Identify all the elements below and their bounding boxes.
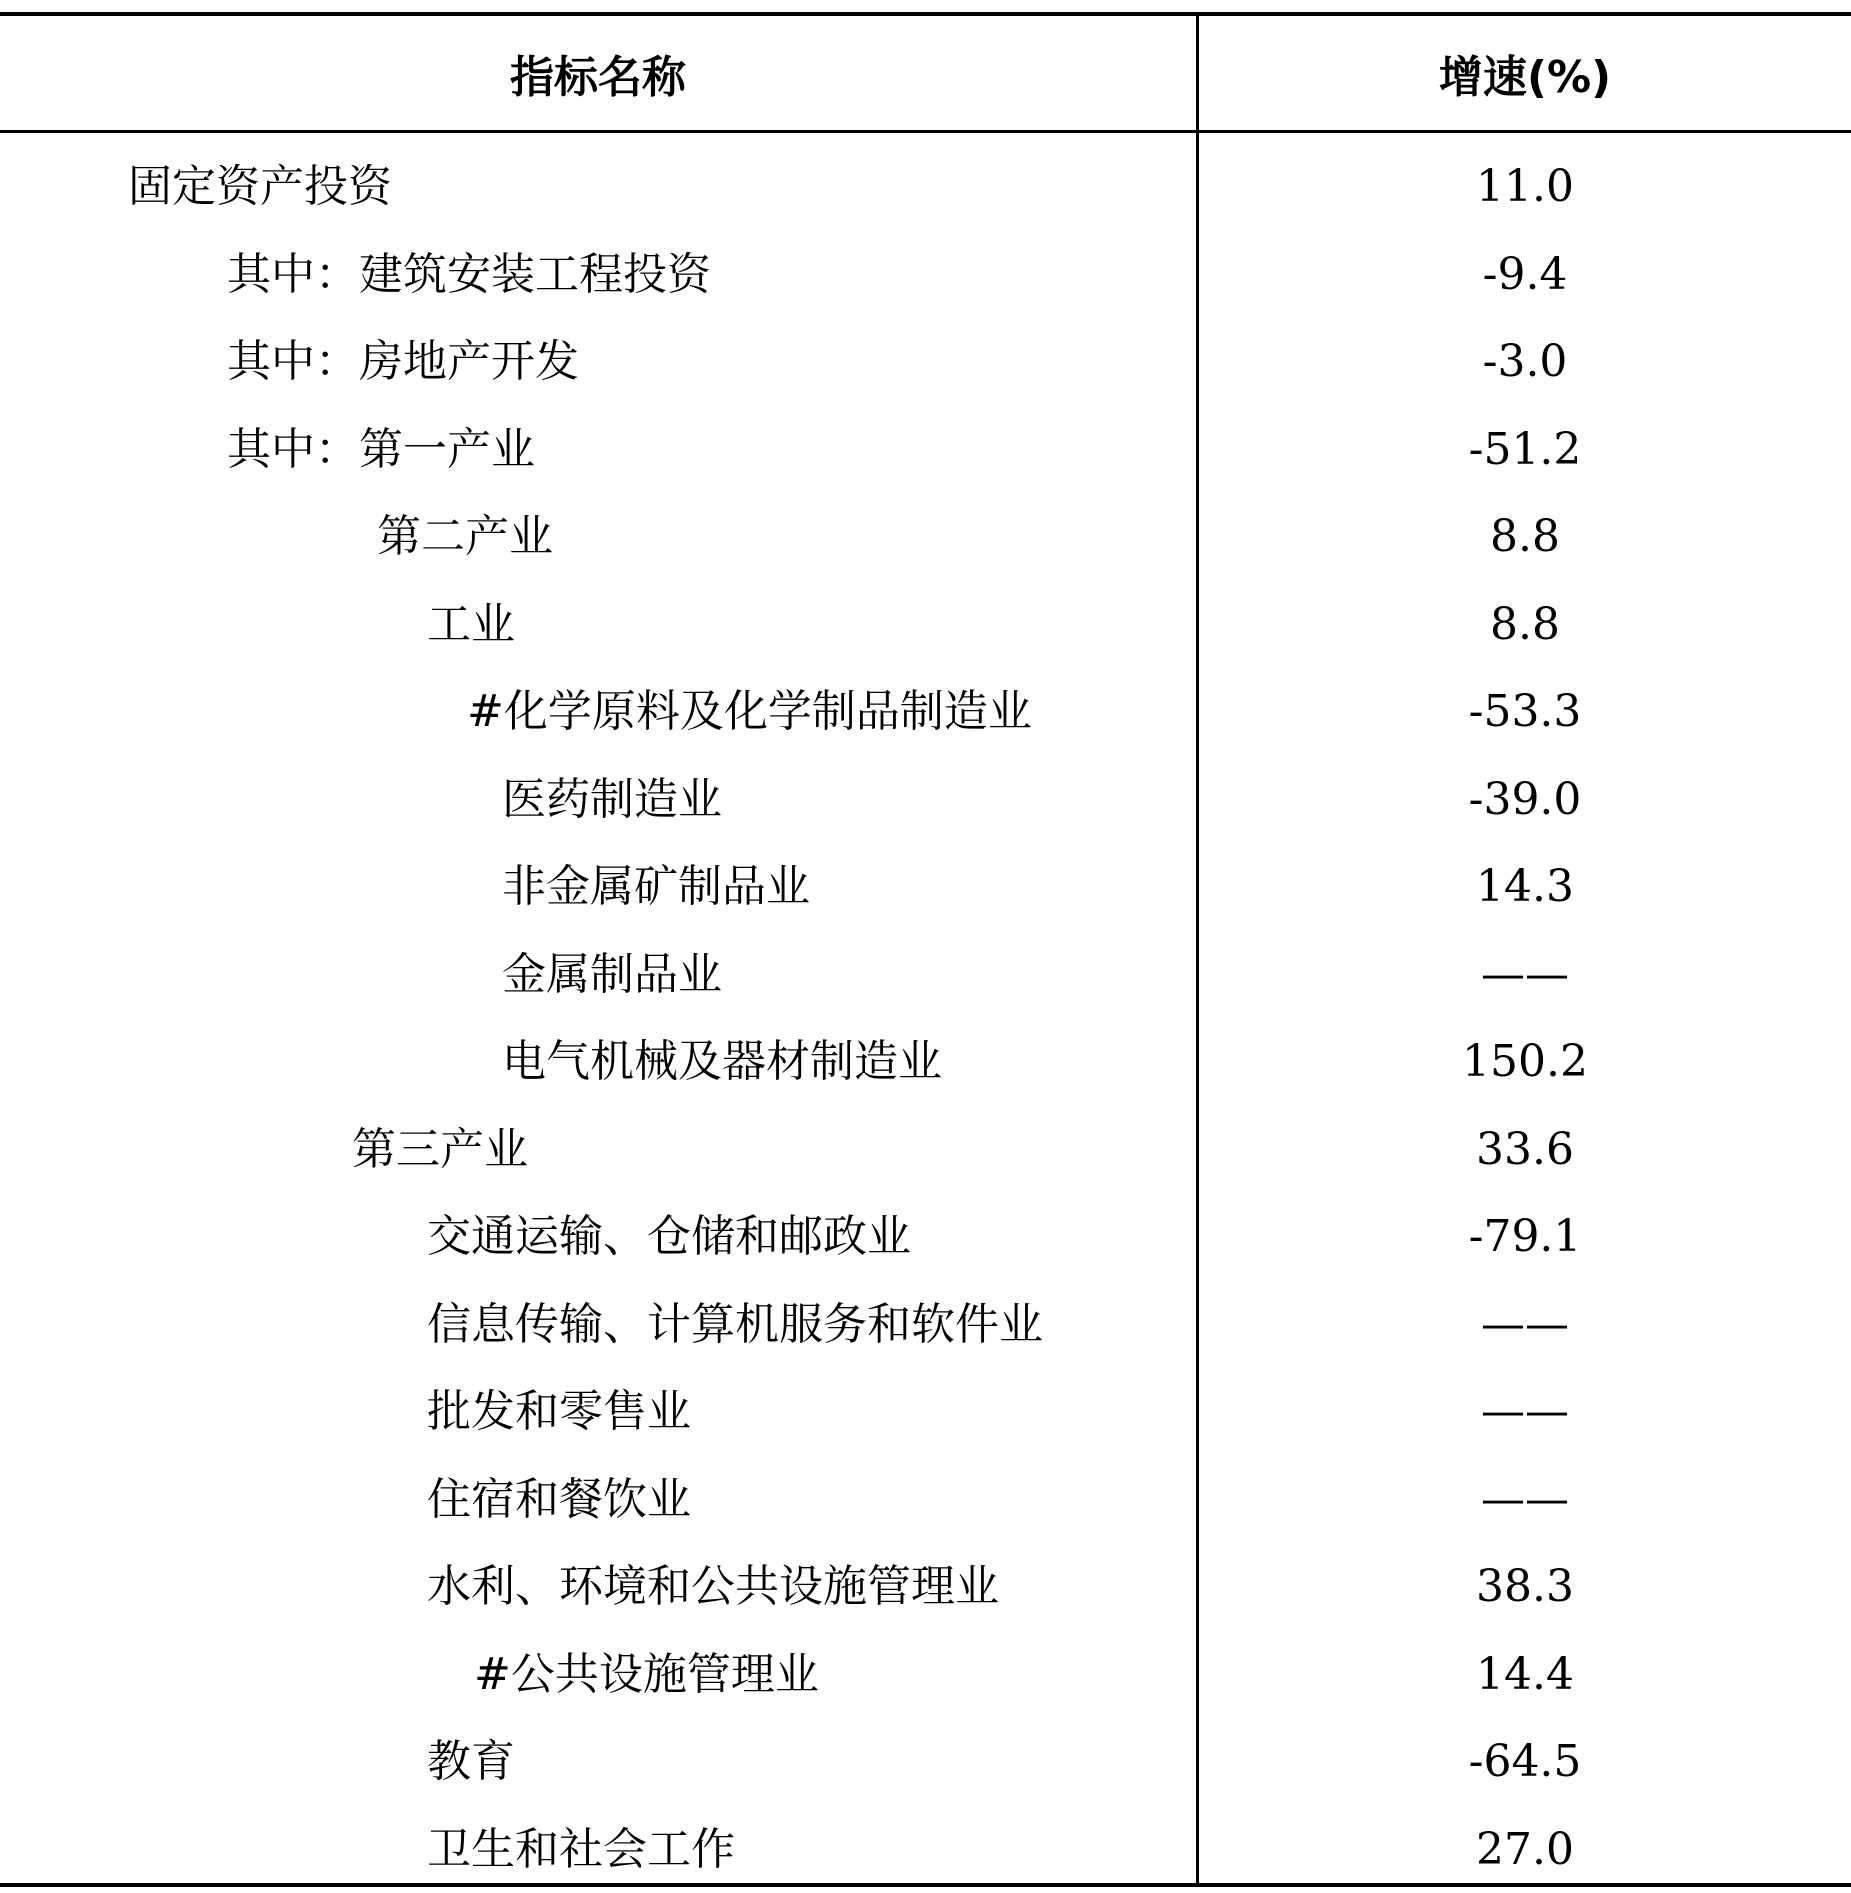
row-growth-value: -51.2 (1199, 406, 1851, 494)
table-row (0, 318, 1851, 406)
row-growth-value: 14.4 (1199, 1631, 1851, 1719)
table-row (0, 1543, 1851, 1631)
table-row (0, 668, 1851, 756)
row-growth-value: -3.0 (1199, 318, 1851, 406)
header-bottom-rule (0, 130, 1851, 133)
row-growth-value: 11.0 (1199, 143, 1851, 231)
row-indicator-name: 非金属矿制品业 (502, 843, 810, 931)
row-indicator-name: 其中：房地产开发 (227, 318, 579, 406)
row-growth-value: —— (1199, 1368, 1851, 1456)
row-growth-value: 27.0 (1199, 1806, 1851, 1893)
row-growth-value: 8.8 (1199, 581, 1851, 669)
row-indicator-name: 第二产业 (377, 493, 553, 581)
table-row (0, 1106, 1851, 1194)
table-row (0, 581, 1851, 669)
table-row (0, 1193, 1851, 1281)
table-row (0, 1018, 1851, 1106)
row-growth-value: 33.6 (1199, 1106, 1851, 1194)
row-growth-value: -39.0 (1199, 756, 1851, 844)
row-indicator-name: #化学原料及化学制品制造业 (467, 668, 1032, 756)
table-row (0, 1281, 1851, 1369)
row-growth-value: -9.4 (1199, 231, 1851, 319)
table-row (0, 1631, 1851, 1719)
row-growth-value: —— (1199, 1456, 1851, 1544)
row-growth-value: 150.2 (1199, 1018, 1851, 1106)
column-header-indicator: 指标名称 (0, 16, 1196, 130)
row-indicator-name: 工业 (427, 581, 515, 669)
row-indicator-name: 信息传输、计算机服务和软件业 (427, 1281, 1043, 1369)
row-indicator-name: 批发和零售业 (427, 1368, 691, 1456)
row-indicator-name: 住宿和餐饮业 (427, 1456, 691, 1544)
row-indicator-name: 卫生和社会工作 (427, 1806, 735, 1893)
table-body (0, 143, 1851, 1893)
row-growth-value: —— (1199, 1281, 1851, 1369)
row-growth-value: 38.3 (1199, 1543, 1851, 1631)
row-growth-value: 8.8 (1199, 493, 1851, 581)
row-indicator-name: 教育 (427, 1718, 515, 1806)
row-growth-value: -79.1 (1199, 1193, 1851, 1281)
row-growth-value: 14.3 (1199, 843, 1851, 931)
row-growth-value: —— (1199, 931, 1851, 1019)
row-growth-value: -64.5 (1199, 1718, 1851, 1806)
table-row (0, 231, 1851, 319)
row-indicator-name: #公共设施管理业 (474, 1631, 819, 1719)
row-indicator-name: 医药制造业 (502, 756, 722, 844)
row-indicator-name: 电气机械及器材制造业 (502, 1018, 942, 1106)
row-growth-value: -53.3 (1199, 668, 1851, 756)
row-indicator-name: 交通运输、仓储和邮政业 (427, 1193, 911, 1281)
table-row (0, 143, 1851, 231)
column-header-growth-rate: 增速(%) (1199, 16, 1851, 130)
table-row (0, 843, 1851, 931)
table-row (0, 1806, 1851, 1893)
table-row (0, 1368, 1851, 1456)
row-indicator-name: 其中：第一产业 (227, 406, 535, 494)
row-indicator-name: 其中：建筑安装工程投资 (227, 231, 711, 319)
table-row (0, 1718, 1851, 1806)
row-indicator-name: 水利、环境和公共设施管理业 (427, 1543, 999, 1631)
row-indicator-name: 固定资产投资 (128, 143, 392, 231)
row-indicator-name: 第三产业 (352, 1106, 528, 1194)
row-indicator-name: 金属制品业 (502, 931, 722, 1019)
table-row (0, 931, 1851, 1019)
table-row (0, 493, 1851, 581)
table-row (0, 406, 1851, 494)
table-row (0, 756, 1851, 844)
table-row (0, 1456, 1851, 1544)
